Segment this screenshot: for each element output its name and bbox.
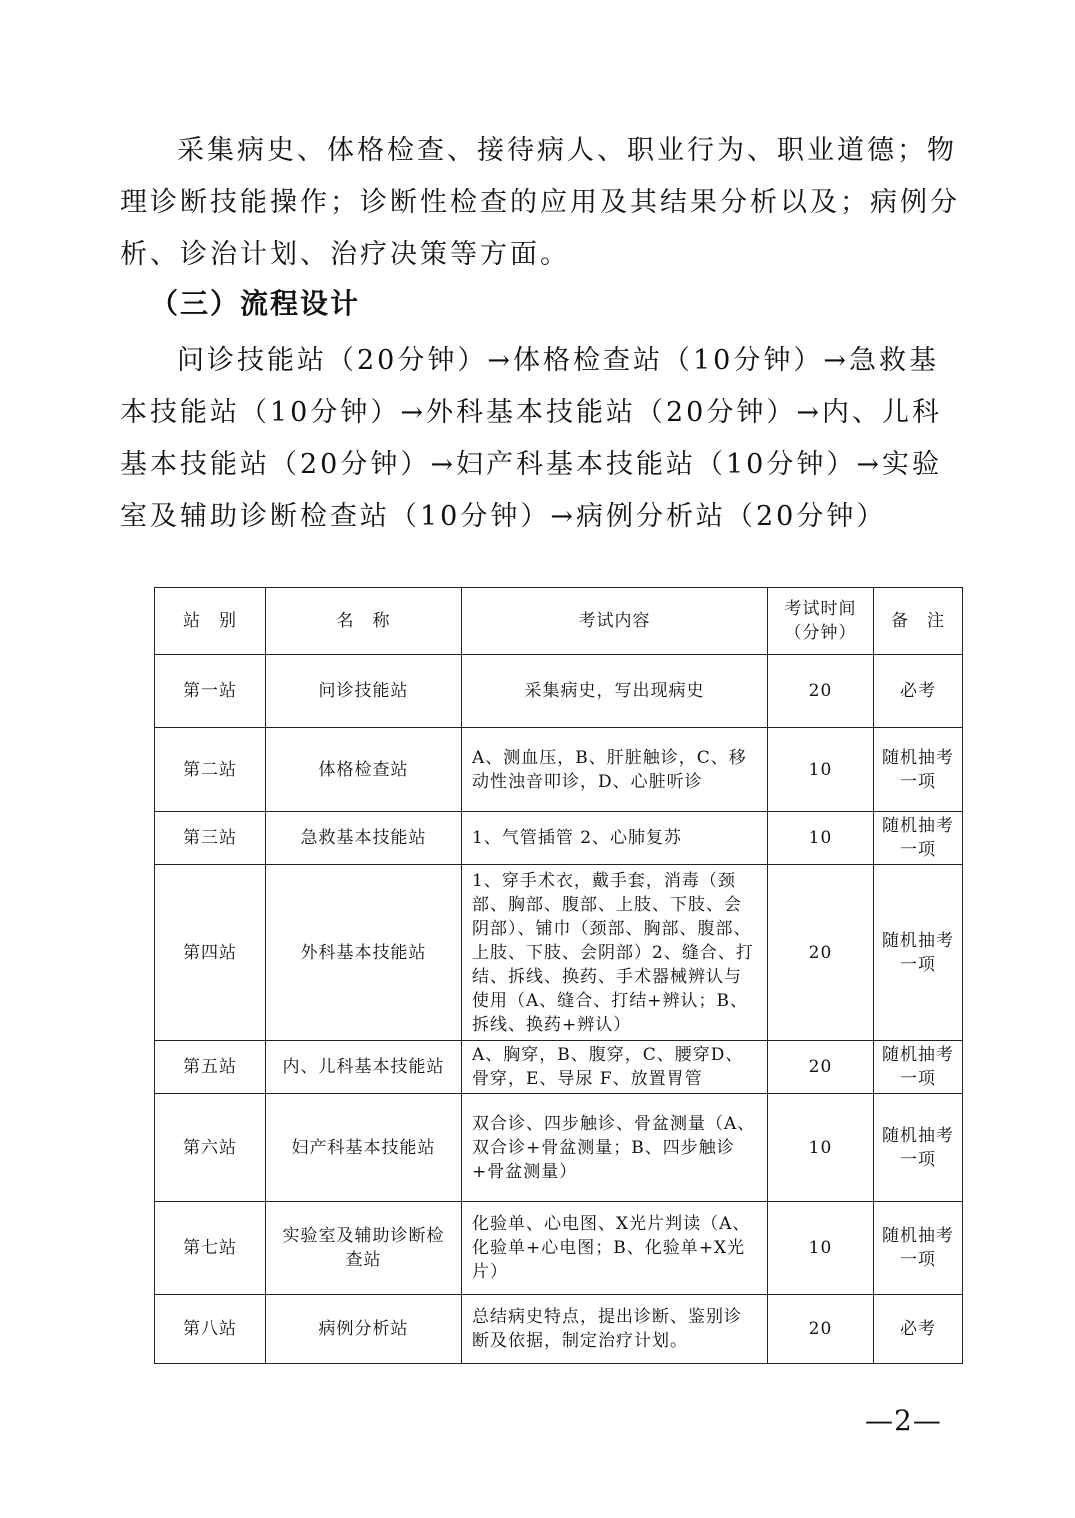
cell-name: 内、儿科基本技能站	[266, 1041, 462, 1094]
scope-paragraph: 采集病史、体格检查、接待病人、职业行为、职业道德；物理诊断技能操作；诊断性检查的应用及其结果分析以及；病例分析、诊治计划、治疗决策等方面。	[120, 135, 960, 270]
cell-content: A、胸穿，B、腹穿，C、腰穿D、骨穿，E、导尿 F、放置胃管	[462, 1041, 768, 1094]
header-station: 站 别	[155, 588, 266, 655]
cell-remark: 随机抽考一项	[874, 812, 963, 865]
cell-remark: 随机抽考一项	[874, 1094, 963, 1202]
stations-table	[154, 587, 963, 1364]
header-content: 考试内容	[462, 588, 768, 655]
header-name: 名 称	[266, 588, 462, 655]
cell-station: 第八站	[155, 1295, 266, 1364]
cell-remark: 随机抽考一项	[874, 728, 963, 812]
cell-content: 1、气管插管 2、心肺复苏	[462, 812, 768, 865]
flow-paragraph: 问诊技能站（20分钟）→体格检查站（10分钟）→急救基本技能站（10分钟）→外科基本技能站（20分钟）→内、儿科基本技能站（20分钟）→妇产科基本技能站（10分钟）→实验室及辅助诊断检查站（10分钟）→病例分析站（20分钟）	[120, 345, 942, 532]
cell-station: 第六站	[155, 1094, 266, 1202]
table-row	[155, 1202, 963, 1295]
cell-name: 妇产科基本技能站	[266, 1094, 462, 1202]
cell-time: 20	[768, 655, 874, 728]
cell-content: 总结病史特点，提出诊断、鉴别诊断及依据，制定治疗计划。	[462, 1295, 768, 1364]
cell-time: 10	[768, 812, 874, 865]
cell-station: 第三站	[155, 812, 266, 865]
cell-content: 双合诊、四步触诊、骨盆测量（A、双合诊+骨盆测量；B、四步触诊+骨盆测量）	[462, 1094, 768, 1202]
cell-content: 采集病史，写出现病史	[462, 655, 768, 728]
table-row	[155, 812, 963, 865]
cell-station: 第一站	[155, 655, 266, 728]
cell-content: 1、穿手术衣，戴手套，消毒（颈部、胸部、腹部、上肢、下肢、会阴部）、铺巾（颈部、胸部、腹部、上肢、下肢、会阴部）2、缝合、打结、拆线、换药、手术器械辨认与使用（A、缝合、打结+辨认；B、拆线、换药+辨认）	[462, 865, 768, 1041]
section-heading: （三）流程设计	[150, 287, 361, 320]
cell-remark: 随机抽考一项	[874, 1041, 963, 1094]
cell-time: 10	[768, 1202, 874, 1295]
cell-name: 外科基本技能站	[266, 865, 462, 1041]
cell-time: 20	[768, 1041, 874, 1094]
header-time-line2: （分钟）	[784, 623, 857, 643]
cell-name: 病例分析站	[266, 1295, 462, 1364]
cell-time: 10	[768, 728, 874, 812]
table-row	[155, 1094, 963, 1202]
cell-remark: 随机抽考一项	[874, 865, 963, 1041]
cell-name: 实验室及辅助诊断检查站	[266, 1202, 462, 1295]
table-row	[155, 655, 963, 728]
cell-remark: 必考	[874, 1295, 963, 1364]
cell-station: 第五站	[155, 1041, 266, 1094]
cell-station: 第四站	[155, 865, 266, 1041]
cell-station: 第七站	[155, 1202, 266, 1295]
header-time	[768, 588, 874, 655]
cell-time: 10	[768, 1094, 874, 1202]
table-header-row	[155, 588, 963, 655]
cell-name: 急救基本技能站	[266, 812, 462, 865]
cell-time: 20	[768, 1295, 874, 1364]
cell-name: 体格检查站	[266, 728, 462, 812]
cell-time: 20	[768, 865, 874, 1041]
header-remark: 备 注	[874, 588, 963, 655]
table-row	[155, 1295, 963, 1364]
cell-content: 化验单、心电图、X光片判读（A、化验单+心电图；B、化验单+X光片）	[462, 1202, 768, 1295]
cell-remark: 必考	[874, 655, 963, 728]
page-number: —2—	[865, 1404, 942, 1437]
table-row	[155, 728, 963, 812]
header-time-line1: 考试时间	[784, 599, 857, 619]
table-row	[155, 865, 963, 1041]
cell-remark: 随机抽考一项	[874, 1202, 963, 1295]
table-row	[155, 1041, 963, 1094]
cell-name: 问诊技能站	[266, 655, 462, 728]
cell-content: A、测血压，B、肝脏触诊，C、移动性浊音叩诊，D、心脏听诊	[462, 728, 768, 812]
cell-station: 第二站	[155, 728, 266, 812]
